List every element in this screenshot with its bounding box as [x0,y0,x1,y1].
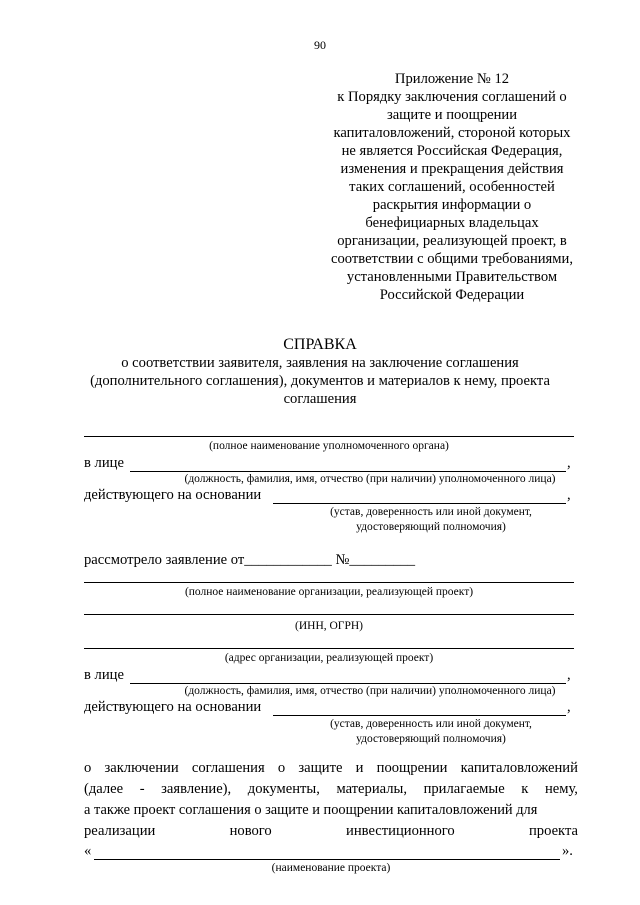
comma: , [567,455,571,471]
subtitle-line: (дополнительного соглашения), документов и материалов к нему, проекта [90,373,550,389]
appendix-line: бенефициарных владельцах [365,215,539,231]
paragraph-line: а также проект соглашения о защите и поощрении капиталовложений для [84,802,538,818]
word: нему, [544,781,578,797]
appendix-line: организации, реализующей проект, в [337,233,567,249]
in-person-label: в лице [84,667,124,683]
basis-caption: удостоверяющий полномочия) [356,733,506,745]
project-name-line[interactable] [94,859,560,860]
word: о [277,760,286,776]
appendix-line: защите и поощрении [386,107,518,123]
word: защите [298,760,343,776]
word: (далее [84,781,124,797]
word: соглашения [191,760,265,776]
appendix-line: Приложение № 12 [394,71,510,87]
page-number: 90 [314,38,326,52]
word: к [521,781,529,797]
person-line[interactable] [130,471,566,472]
inn-caption: (ИНН, ОГРН) [295,620,363,632]
quote-open: « [84,843,92,859]
appendix-line: раскрытия информации о [372,197,532,213]
paragraph-line [84,781,578,798]
basis-caption: удостоверяющий полномочия) [356,521,506,533]
reviewed-application-line[interactable]: рассмотрело заявление от____________ №_________ [84,552,416,568]
person-caption: (должность, фамилия, имя, отчество (при наличии) уполномоченного лица) [184,685,556,697]
basis-line[interactable] [273,503,566,504]
acting-basis-label: действующего на основании [84,487,262,503]
word: заключении [104,760,179,776]
document-subtitle [70,354,570,408]
person-caption: (должность, фамилия, имя, отчество (при наличии) уполномоченного лица) [184,473,556,485]
subtitle-line: о соответствии заявителя, заявления на заключение соглашения [121,355,519,371]
address-caption: (адрес организации, реализующей проект) [224,652,434,664]
paragraph-line [84,760,578,777]
appendix-line: к Порядку заключения соглашений о [337,89,567,105]
basis-caption: (устав, доверенность или иной документ, [330,506,532,518]
acting-basis-label: действующего на основании [84,699,262,715]
word: прилагаемые [423,781,505,797]
appendix-line: соответствии с общими требованиями, [331,251,573,267]
word: реализации [84,823,156,839]
org-name-line[interactable] [84,436,574,437]
paragraph-line [84,823,578,840]
quote-close: ». [562,843,573,859]
in-person-label: в лице [84,455,124,471]
subtitle-line: соглашения [283,391,357,407]
word: заявление), [161,781,232,797]
comma: , [567,487,571,503]
word: инвестиционного [346,823,455,839]
project-name-caption: (наименование проекта) [271,862,391,874]
word: документы, [247,781,320,797]
word: о [84,760,92,776]
appendix-line: Российской Федерации [379,287,525,303]
comma: , [567,667,571,683]
appendix-header [318,70,586,304]
inn-line[interactable] [84,614,574,615]
word: нового [229,823,272,839]
basis-caption: (устав, доверенность или иной документ, [330,718,532,730]
word: и [355,760,364,776]
appendix-line: не является Российская Федерация, [341,143,563,159]
word: материалы, [336,781,407,797]
appendix-line: капиталовложений, стороной которых [333,125,571,141]
word: поощрении [376,760,448,776]
word: проекта [528,823,578,839]
word: - [139,781,145,797]
address-line[interactable] [84,648,574,649]
person-line[interactable] [130,683,566,684]
document-title: СПРАВКА [283,336,357,353]
appendix-line: изменения и прекращения действия [340,161,564,177]
org-name-caption: (полное наименование уполномоченного органа) [209,440,449,452]
comma: , [567,699,571,715]
appendix-line: установленными Правительством [346,269,558,285]
company-name-line[interactable] [84,582,574,583]
company-name-caption: (полное наименование организации, реализующей проект) [184,586,474,598]
word: капиталовложений [460,760,578,776]
basis-line[interactable] [273,715,566,716]
appendix-line: таких соглашений, особенностей [349,179,555,195]
